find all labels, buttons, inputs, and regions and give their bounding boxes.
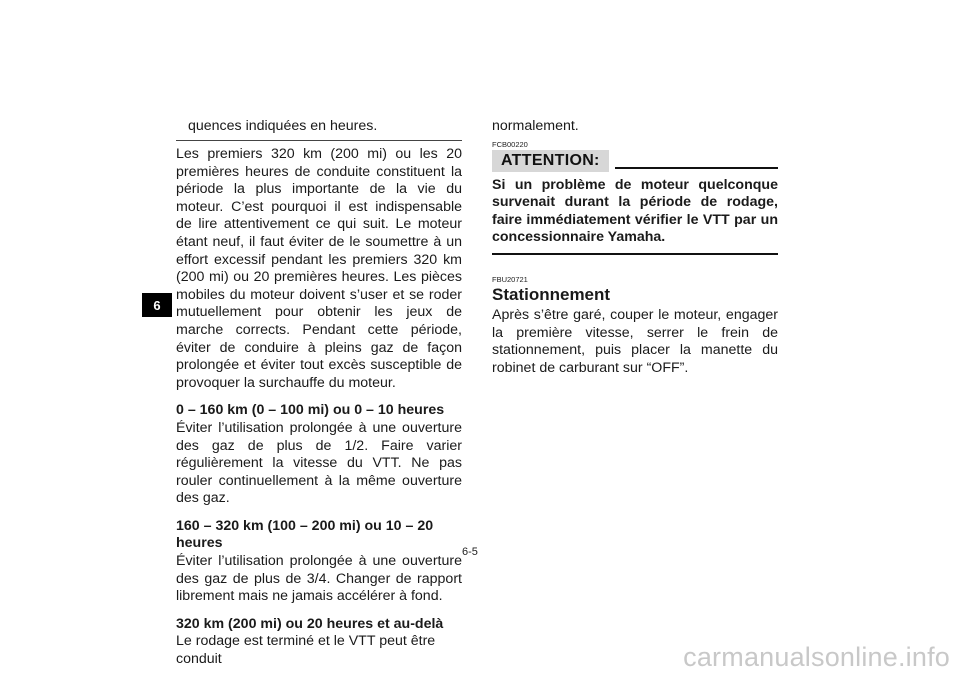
page-number: 6-5 — [462, 546, 478, 558]
watermark-text: carmanualsonline.info — [683, 642, 950, 672]
attention-end-rule — [492, 253, 778, 255]
right-column — [492, 118, 778, 377]
stage3-heading: 320 km (200 mi) ou 20 heures et au-delà — [176, 615, 444, 632]
left-continuation-text: quences indiquées en heures. — [188, 118, 378, 134]
stage2-heading: 160 – 320 km (100 – 200 mi) ou 10 – 20 heures — [176, 517, 434, 552]
attention-rule — [615, 167, 778, 169]
section-tab: 6 — [142, 293, 172, 317]
left-column — [176, 118, 462, 669]
attention-code: FCB00220 — [492, 140, 528, 149]
stage3-text: Le rodage est terminé et le VTT peut être conduit — [176, 633, 436, 668]
section-title: Stationnement — [492, 284, 611, 304]
attention-label: ATTENTION: — [492, 150, 609, 172]
section-divider — [176, 140, 462, 141]
right-continuation-text: normalement. — [492, 118, 579, 134]
stage1-text: Éviter l’utilisation prolongée à une ouverture des gaz de plus de 1/2. Faire varier régulièrement la vitesse du VTT. Ne pas rouler continuellement à la même ouverture des gaz. — [176, 419, 462, 507]
parking-text: Après s’être garé, couper le moteur, engager la première vitesse, serrer le frein de stationnement, puis placer la manette du robinet de carburant sur “OFF”. — [492, 306, 778, 376]
stage1-heading: 0 – 160 km (0 – 100 mi) ou 0 – 10 heures — [176, 402, 445, 419]
break-in-intro: Les premiers 320 km (200 mi) ou les 20 premières heures de conduite constituent la période la plus importante de la vie du moteur. C’est pourquoi il est indispensable de lire attentivement ce qui suit. Le moteur étant neuf, il faut éviter de le soumettre à un effort excessif pendant les premiers 320 km (200 mi) ou 20 premières heures. Les pièces mobiles du moteur doivent s’user et se roder mutuellement pour obtenir les jeux de marche corrects. Pendant cette période, éviter de conduire à pleins gaz de façon prolongée et éviter tout excès susceptible de provoquer la surchauffe du moteur. — [176, 146, 462, 391]
attention-text: Si un problème de moteur quelconque survenait durant la période de rodage, faire immédiatement vérifier le VTT par un concessionnaire Yamaha. — [492, 176, 778, 246]
stage2-text: Éviter l’utilisation prolongée à une ouverture des gaz de plus de 3/4. Changer de rapport librement mais ne jamais accélérer à fond. — [176, 553, 462, 605]
section-code: FBU20721 — [492, 274, 528, 284]
attention-header — [492, 150, 778, 172]
